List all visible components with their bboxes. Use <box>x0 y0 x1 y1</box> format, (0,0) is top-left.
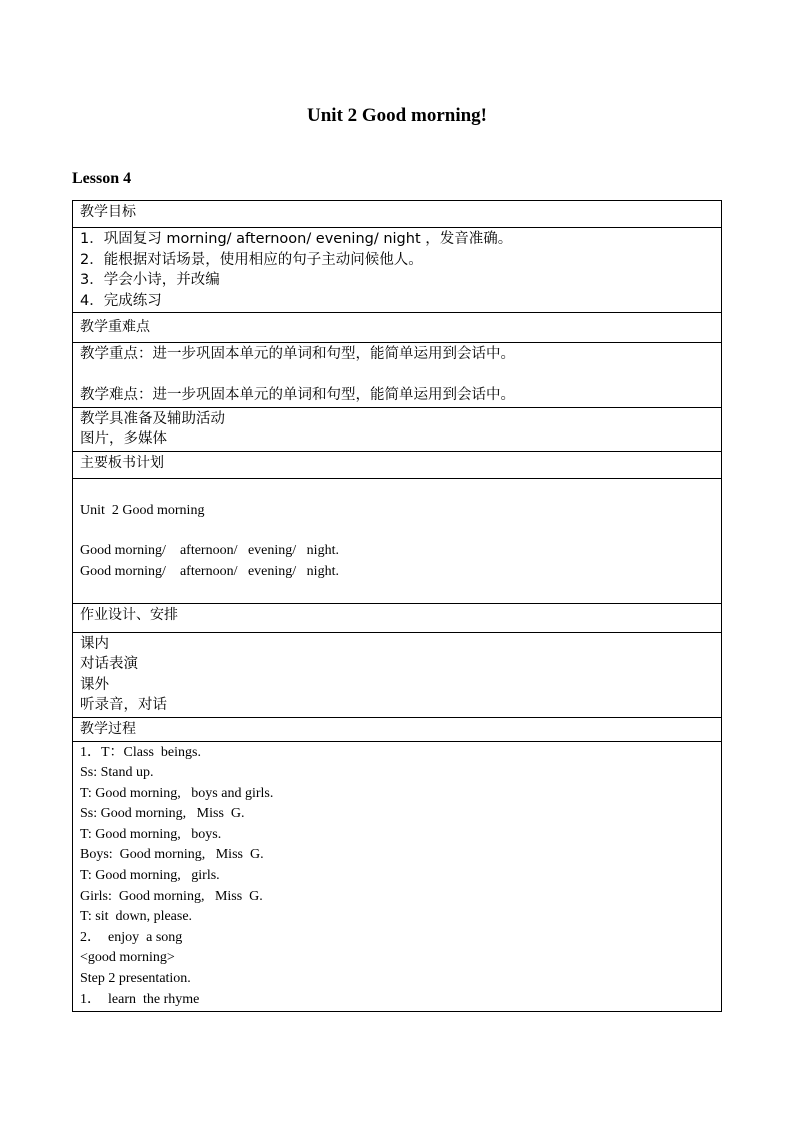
homework-header-row <box>73 603 722 632</box>
key-points-header: 教学重难点 <box>73 313 722 343</box>
key-points-row <box>73 343 722 407</box>
board-header: 主要板书计划 <box>73 451 722 478</box>
process-line: T: Good morning, boys and girls. <box>80 785 274 801</box>
homework-item: 对话表演 <box>80 656 138 673</box>
board-header-row <box>73 451 722 478</box>
objective-item: 3．学会小诗，并改编 <box>80 272 220 289</box>
homework-row <box>73 632 722 717</box>
process-line: 2． enjoy a song <box>80 929 183 945</box>
page-title: Unit 2 Good morning! <box>307 105 487 126</box>
key-point-text: 教学重点：进一步巩固本单元的单词和句型，能简单运用到会话中。 <box>80 346 515 363</box>
objectives-row <box>73 228 722 313</box>
homework-item: 课内 <box>80 635 109 652</box>
process-line: 1． learn the rhyme <box>80 991 200 1007</box>
prep-header: 教学具准备及辅助活动 <box>80 410 225 427</box>
board-row <box>73 478 722 603</box>
process-line: Girls: Good morning, Miss G. <box>80 888 263 904</box>
key-points-header-row <box>73 313 722 343</box>
objective-item: 4．完成练习 <box>80 292 162 309</box>
objectives-header-row <box>73 201 722 228</box>
lesson-heading: Lesson 4 <box>72 170 132 187</box>
process-line: T: Good morning, boys. <box>80 826 222 842</box>
process-line: Boys: Good morning, Miss G. <box>80 847 264 863</box>
objectives-cell <box>73 228 722 313</box>
process-line: Ss: Good morning, Miss G. <box>80 806 245 822</box>
board-line: Good morning/ afternoon/ evening/ night. <box>80 543 339 559</box>
objective-item: 2．能根据对话场景，使用相应的句子主动问候他人。 <box>80 251 423 268</box>
process-line: Step 2 presentation. <box>80 971 191 987</box>
board-line: Unit 2 Good morning <box>80 502 205 518</box>
homework-item: 听录音，对话 <box>80 697 167 714</box>
objective-item: 1．巩固复习 morning/ afternoon/ evening/ night ，发音准确。 <box>80 231 513 247</box>
homework-header: 作业设计、安排 <box>73 603 722 632</box>
prep-row <box>73 407 722 451</box>
process-line: <good morning> <box>80 950 175 966</box>
process-line: T: Good morning, girls. <box>80 868 220 884</box>
homework-cell <box>73 632 722 717</box>
process-line: Ss: Stand up. <box>80 765 154 781</box>
process-line: T: sit down, please. <box>80 909 193 925</box>
key-points-cell <box>73 343 722 407</box>
process-header-row <box>73 717 722 741</box>
homework-item: 课外 <box>80 676 109 693</box>
board-cell <box>73 478 722 603</box>
process-header: 教学过程 <box>73 717 722 741</box>
process-row <box>73 741 722 1012</box>
process-cell <box>73 741 722 1012</box>
board-line: Good morning/ afternoon/ evening/ night. <box>80 563 339 579</box>
objectives-header: 教学目标 <box>73 201 722 228</box>
lesson-plan-table <box>72 200 722 1012</box>
prep-content: 图片，多媒体 <box>80 431 167 448</box>
difficult-point-text: 教学难点：进一步巩固本单元的单词和句型，能简单运用到会话中。 <box>80 386 515 403</box>
prep-cell <box>73 407 722 451</box>
process-line: 1．T：Class beings. <box>80 744 201 760</box>
